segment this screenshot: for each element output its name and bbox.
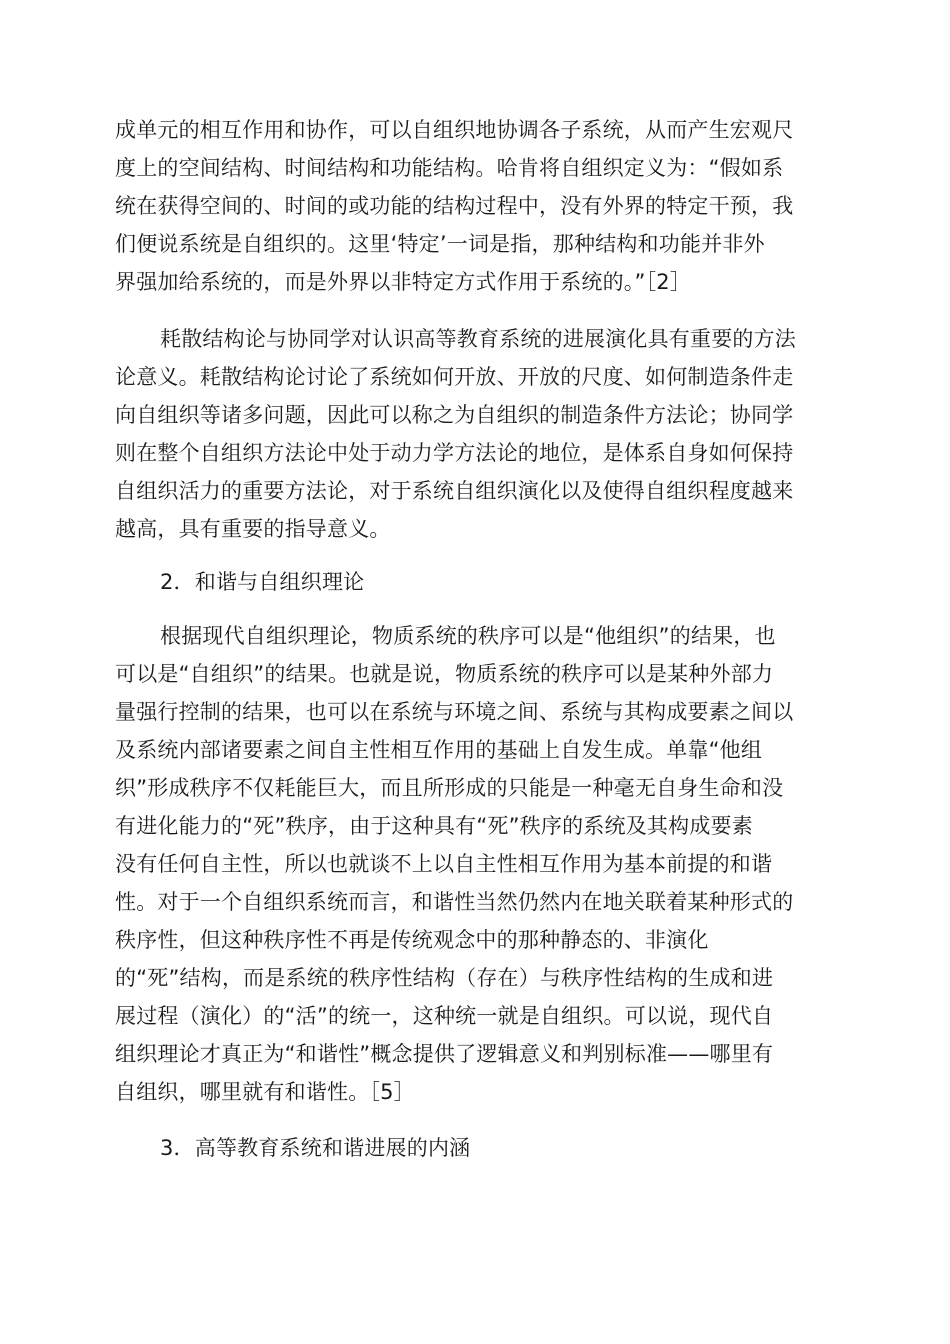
text-line: 越高，具有重要的指导意义。 <box>115 517 391 541</box>
text-line: 量强行控制的结果，也可以在系统与环境之间、系统与其构成要素之间以 <box>115 700 794 724</box>
section-heading: 2．和谐与自组织理论 <box>160 570 365 594</box>
text-line: 组织理论才真正为“和谐性”概念提供了逻辑意义和判别标准——哪里有 <box>115 1042 774 1066</box>
text-line: 自组织，哪里就有和谐性。［5］ <box>115 1080 415 1104</box>
text-line: 织”形成秩序不仅耗能巨大，而且所形成的只能是一种毫无自身生命和没 <box>115 776 784 800</box>
text-line: 成单元的相互作用和协作，可以自组织地协调各子系统，从而产生宏观尺 <box>115 118 794 142</box>
section-heading: 3．高等教育系统和谐进展的内涵 <box>160 1136 471 1160</box>
text-line: 有进化能力的“死”秩序，由于这种具有“死”秩序的系统及其构成要素 <box>115 814 753 838</box>
text-line: 秩序性，但这种秩序性不再是传统观念中的那种静态的、非演化 <box>115 928 709 952</box>
text-line: 度上的空间结构、时间结构和功能结构。哈肯将自组织定义为：“假如系 <box>115 156 784 180</box>
text-line: 界强加给系统的，而是外界以非特定方式作用于系统的。”［2］ <box>115 270 692 294</box>
text-line: 没有任何自主性，所以也就谈不上以自主性相互作用为基本前提的和谐 <box>115 852 773 876</box>
text-line: 们便说系统是自组织的。这里‘特定’一词是指，那种结构和功能并非外 <box>115 232 765 256</box>
text-line: 耗散结构论与协同学对认识高等教育系统的进展演化具有重要的方法 <box>160 327 796 351</box>
text-line: 则在整个自组织方法论中处于动力学方法论的地位，是体系自身如何保持 <box>115 441 794 465</box>
text-line: 向自组织等诸多问题，因此可以称之为自组织的制造条件方法论；协同学 <box>115 403 794 427</box>
text-line: 性。对于一个自组织系统而言，和谐性当然仍然内在地关联着某种形式的 <box>115 890 794 914</box>
text-line: 自组织活力的重要方法论，对于系统自组织演化以及使得自组织程度越来 <box>115 479 794 503</box>
text-line: 根据现代自组织理论，物质系统的秩序可以是“他组织”的结果，也 <box>160 624 776 648</box>
text-line: 的“死”结构，而是系统的秩序性结构（存在）与秩序性结构的生成和进 <box>115 966 774 990</box>
text-line: 展过程（演化）的“活”的统一，这种统一就是自组织。可以说，现代自 <box>115 1004 774 1028</box>
text-line: 可以是“自组织”的结果。也就是说，物质系统的秩序可以是某种外部力 <box>115 662 774 686</box>
text-line: 论意义。耗散结构论讨论了系统如何开放、开放的尺度、如何制造条件走 <box>115 365 794 389</box>
text-line: 及系统内部诸要素之间自主性相互作用的基础上自发生成。单靠“他组 <box>115 738 763 762</box>
text-line: 统在获得空间的、时间的或功能的结构过程中，没有外界的特定干预，我 <box>115 194 794 218</box>
